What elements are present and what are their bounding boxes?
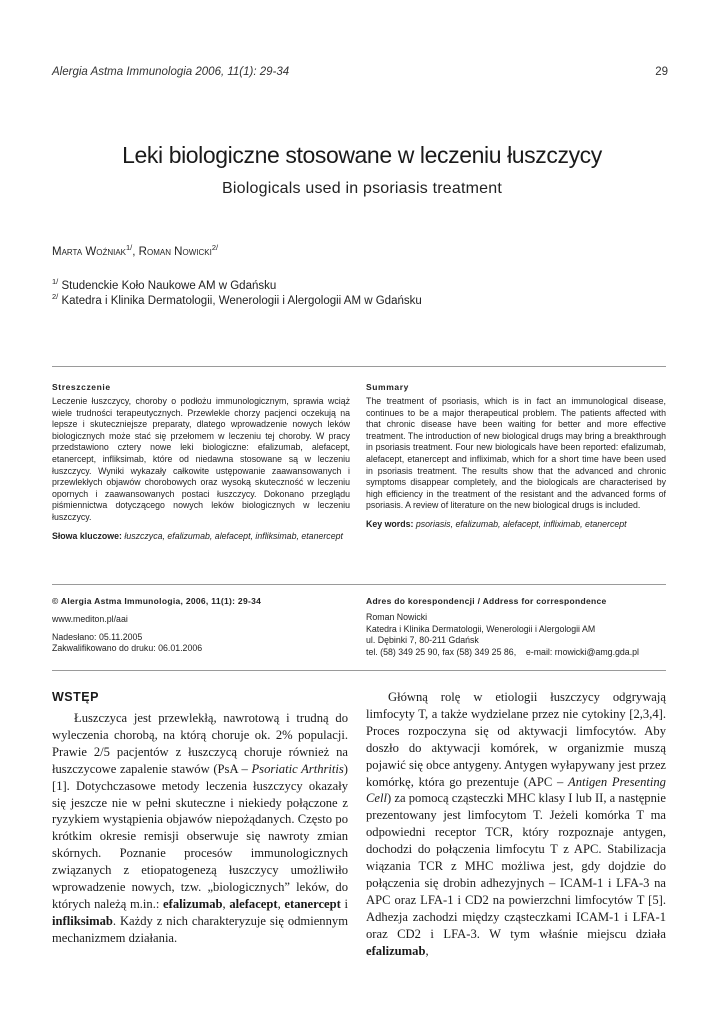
- keywords: [52, 531, 350, 543]
- drug-name: alefacept: [229, 896, 278, 911]
- body-span: ) [1]. Dotychczasowe metody leczenia łuszczycy okazały się jeszcze nie w pełni skuteczne i niekiedy połączone z ryzykiem wystąpienia objawów niepożądanych. Często po krótkim okresie remisji obserwuje się nawroty zmian skórnych. Poznanie procesów immunologicznych związanych z etiopatogenezą łuszczycy umożliwiło wprowadzenie nowych, tzw. „biologicznych” leków, do których należą m.in.:: [52, 761, 348, 911]
- author-separator: ,: [132, 245, 139, 258]
- correspondence-info: [366, 596, 666, 659]
- author-affiliation-mark: 1/: [126, 243, 133, 252]
- affiliation-2: [52, 292, 422, 307]
- author-affiliation-mark: 2/: [211, 243, 219, 252]
- keywords-list: łuszczyca, efalizumab, alefacept, infliksimab, etanercept: [124, 530, 343, 541]
- body-span: ,: [277, 896, 285, 911]
- body-right-column: [366, 689, 666, 960]
- journal-url[interactable]: www.mediton.pl/aai: [52, 613, 128, 624]
- article-title: Leki biologiczne stosowane w leczeniu łuszczycy: [122, 142, 602, 168]
- keywords-label: Słowa kluczowe:: [52, 530, 122, 541]
- journal-citation-header: Alergia Astma Immunologia 2006, 11(1): 29-34: [52, 66, 290, 78]
- correspondence-name: Roman Nowicki: [366, 611, 428, 622]
- received-date: Nadesłano: 05.11.2005: [52, 631, 143, 642]
- correspondence-street: ul. Dębinki 7, 80-211 Gdańsk: [366, 635, 479, 646]
- body-span: ) za pomocą cząsteczki MHC klasy I lub II, a następnie prezentowany jest limfocytom T. Jeżeli komórka T ma odpowiedni receptor TCR, który rozpoznaje antygen, dochodzi do połączenia limfocytu T z APC. Stabilizacja wiązania TCR z MHC możliwa jest, gdy dojdzie do połączenia się drobin adhezyjnych – ICAM-1 i LFA-3 na APC oraz LFA-1 i CD2 na powierzchni limfocytów T [5]. Adhezja zachodzi między cząsteczkami ICAM-1 i LFA-1 oraz CD2 i LFA-3. W tym właśnie miejscu działa: [366, 791, 666, 941]
- keywords-list: psoriasis, efalizumab, alefacept, infliximab, etanercept: [415, 518, 627, 529]
- drug-name: efalizumab: [366, 943, 426, 958]
- keywords: [366, 519, 666, 531]
- affiliation-text: Katedra i Klinika Dermatologii, Wenerologii i Alergologii AM w Gdańsku: [61, 294, 422, 307]
- correspondence-heading: Adres do korespondencji / Address for correspondence: [366, 596, 607, 606]
- affiliation-text: Studenckie Koło Naukowe AM w Gdańsku: [61, 279, 277, 292]
- copyright-citation: © Alergia Astma Immunologia, 2006, 11(1): 29-34: [52, 596, 262, 606]
- author-name: Roman Nowicki: [138, 245, 212, 258]
- publication-info: [52, 596, 350, 655]
- abstract-text: The treatment of psoriasis, which is in fact an immunological disease, continues to be a major therapeutical problem. The patients affected with that chronic disease have been waiting for better and more effective treatment. The introduction of new biological drugs may bring a breakthrough in psoriasis treatment. Four new biologicals have been reported: efalizumab, alefacept, etanercept and infliximab, which for a short time have been used in psoriasis treatment. The results show that the advanced and chronic symptoms disappear completely, and the biologicals are characterised by high efficiency in the treatment of the resistant and the advanced forms of psoriasis. A review of literature on the new biological drugs is included.: [366, 396, 666, 511]
- body-paragraph: [366, 689, 666, 960]
- body-italic: Antigen Presenting Cell: [366, 774, 666, 806]
- page-number: 29: [655, 66, 668, 78]
- author-name: Marta Woźniak: [52, 245, 127, 258]
- drug-name: etanercept: [284, 896, 341, 911]
- abstract-english: [366, 382, 666, 531]
- abstract-heading: Streszczenie: [52, 382, 111, 392]
- section-heading: WSTĘP: [52, 690, 99, 704]
- keywords-label: Key words:: [366, 518, 414, 529]
- body-span: . Każdy z nich charakteryzuje się odmiennym mechanizmem działania.: [52, 913, 348, 945]
- body-left-column: [52, 690, 348, 947]
- drug-name: infliksimab: [52, 913, 113, 928]
- correspondence-department: Katedra i Klinika Dermatologii, Wenerologii i Alergologii AM: [366, 623, 596, 634]
- abstract-polish: [52, 382, 350, 542]
- correspondence-contact: tel. (58) 349 25 90, fax (58) 349 25 86, e-mail: rnowicki@amg.gda.pl: [366, 647, 639, 658]
- article-subtitle: Biologicals used in psoriasis treatment: [222, 180, 502, 197]
- body-italic: Psoriatic Arthritis: [251, 761, 344, 776]
- body-text: [52, 710, 348, 947]
- body-text: [366, 689, 666, 960]
- abstract-heading: Summary: [366, 382, 409, 392]
- drug-name: efalizumab: [163, 896, 223, 911]
- affiliation-mark: 1/: [52, 277, 59, 286]
- abstract-text: Leczenie łuszczycy, choroby o podłożu immunologicznym, sprawia wciąż wiele trudności terapeutycznych. Przewlekle chorzy pacjenci oczekują na lepsze i skuteczniejsze preparaty, dlatego wprowadzenie nowych leków biologicznych może stać się przełomem w leczeniu tej choroby. W pracy przedstawiono cztery nowe leki biologiczne: efalizumab, alefacept, etanercept, infliksimab, które od niedawna stosowane są w leczeniu łuszczycy. Wyniki wykazały całkowite ustępowanie zaawansowanych i przewlekłych objawów chorobowych oraz wysoką skuteczność w leczeniu opornych i zaawansowanych postaci łuszczycy. Dokonano przeglądu piśmiennictwa dotyczącego nowych leków biologicznych w leczeniu łuszczycy.: [52, 396, 350, 522]
- affiliation-mark: 2/: [52, 292, 59, 301]
- divider: [52, 584, 666, 585]
- affiliation-1: [52, 277, 276, 292]
- divider: [52, 366, 666, 367]
- body-span: i: [340, 896, 349, 911]
- body-span: ,: [425, 943, 429, 958]
- body-span: Łuszczyca jest przewlekłą, nawrotową i trudną do wyleczenia chorobą, na którą choruje ok. 2% populacji. Prawie 2/5 pacjentów z łuszczycą choruje również na łuszczycowe zapalenie stawów (PsA –: [52, 711, 348, 776]
- authors-line: [52, 243, 218, 258]
- body-span: Główną rolę w etiologii łuszczycy odgrywają limfocyty T, a także wydzielane przez nie cytokiny [2,3,4]. Proces rozpoczyna się od aktywacji limfocytów. Aby doszło do aktywacji komórek, w organizmie muszą pojawić się obce antygeny. Antygen wyłapywany jest przez komórkę, która go prezentuje (APC –: [366, 690, 666, 789]
- accepted-date: Zakwalifikowano do druku: 06.01.2006: [52, 643, 203, 654]
- divider: [52, 670, 666, 671]
- body-paragraph: [52, 710, 348, 947]
- body-span: ,: [222, 896, 230, 911]
